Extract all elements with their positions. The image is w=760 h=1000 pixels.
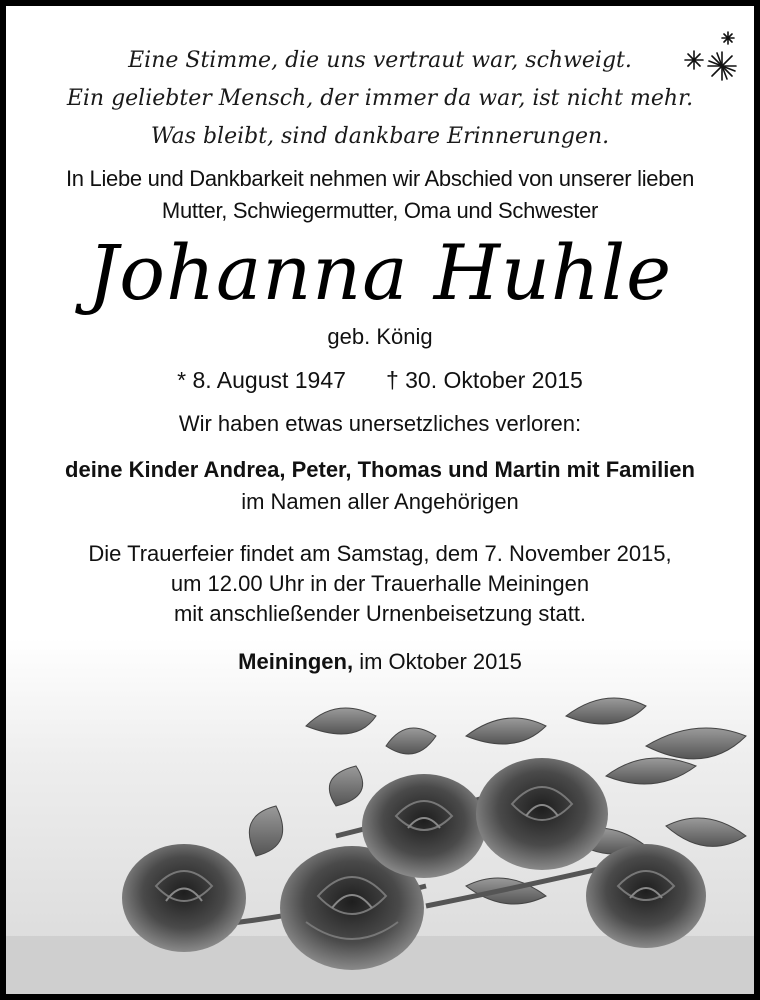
loss-statement: Wir haben etwas unersetzliches verloren: [178, 411, 582, 436]
intro-line-2: Mutter, Schwiegermutter, Oma und Schwester [161, 198, 599, 223]
intro-line-1: In Liebe und Dankbarkeit nehmen wir Abschied von unserer lieben [65, 166, 695, 191]
place-date: im Oktober 2015 [359, 649, 522, 674]
poem-line-3: Was bleibt, sind dankbare Erinnerungen. [150, 124, 610, 149]
poem [6, 42, 754, 156]
intro-text [6, 163, 754, 227]
rose-right [476, 758, 608, 870]
relatives-line: im Namen aller Angehörigen [241, 489, 519, 514]
service-line-2: um 12.00 Uhr in der Trauerhalle Meiningen [170, 571, 590, 596]
service-line-1: Die Trauerfeier findet am Samstag, dem 7. November 2015, [88, 541, 672, 566]
place-city: Meiningen, [238, 649, 354, 674]
funeral-service-info [6, 539, 754, 629]
birth-date: * 8. August 1947 [177, 367, 346, 393]
deceased-name: Johanna Huhle [87, 228, 673, 317]
poem-line-1: Eine Stimme, die uns vertraut war, schweigt. [128, 48, 632, 73]
place-and-date [6, 646, 754, 678]
poem-line-2: Ein geliebter Mensch, der immer da war, ist nicht mehr. [66, 86, 694, 111]
mourners-names: deine Kinder Andrea, Peter, Thomas und Martin mit Familien [65, 457, 695, 482]
rose-middle [362, 774, 486, 878]
roses-image [6, 686, 754, 994]
rose-left [122, 844, 246, 952]
service-line-3: mit anschließender Urnenbeisetzung statt. [173, 601, 587, 626]
death-date: † 30. Oktober 2015 [385, 367, 583, 393]
rose-far-right [586, 844, 706, 948]
maiden-name: geb. König [327, 324, 433, 349]
life-dates [6, 364, 754, 396]
mourners-block [6, 454, 754, 518]
